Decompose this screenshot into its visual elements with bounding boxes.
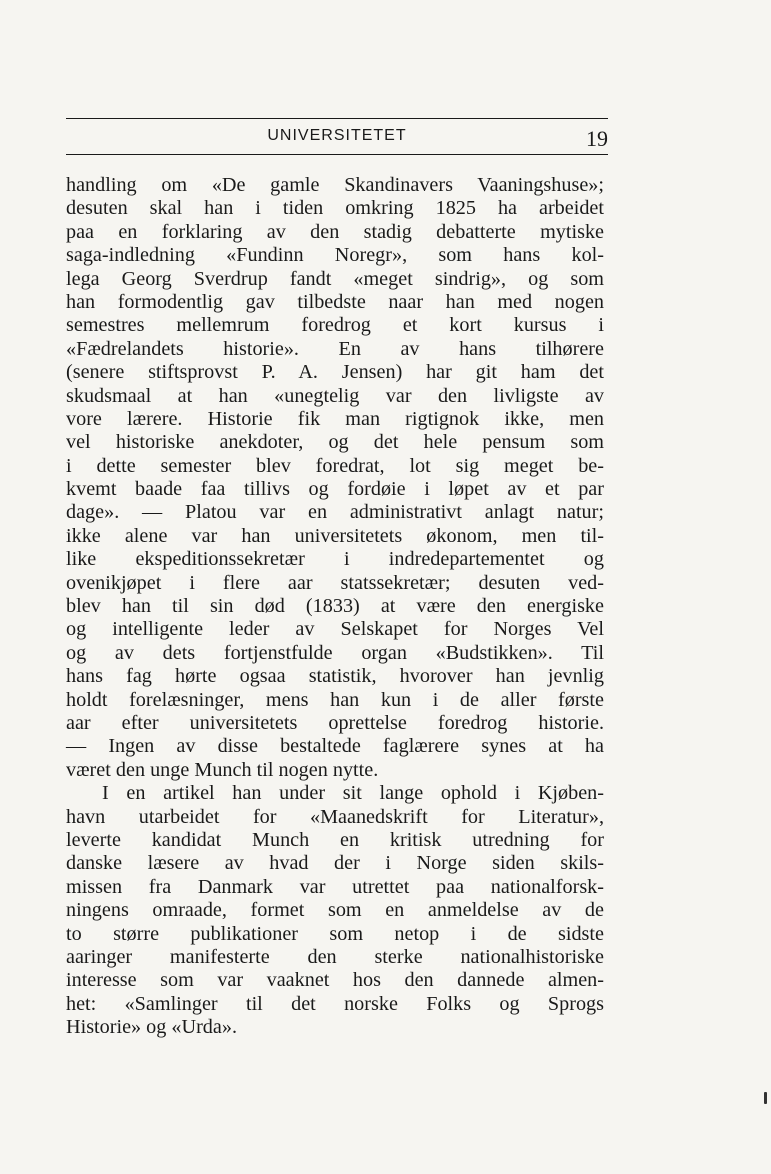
text-line: vore lærere. Historie fik man rigtignok ikke, men (66, 407, 604, 430)
text-line: skudsmaal at han «unegtelig var den livligste av (66, 384, 604, 407)
text-line: het: «Samlinger til det norske Folks og Sprogs (66, 992, 604, 1015)
text-line: danske læsere av hvad der i Norge siden skils- (66, 852, 604, 875)
text-line: kvemt baade faa tillivs og fordøie i løpet av et par (66, 478, 604, 501)
text-line: i dette semester blev foredrat, lot sig meget be- (66, 454, 604, 477)
text-line: aaringer manifesterte den sterke nationalhistoriske (66, 945, 604, 968)
text-line: havn utarbeidet for «Maanedskrift for Literatur», (66, 805, 604, 828)
text-line: leverte kandidat Munch en kritisk utredning for (66, 828, 604, 851)
text-line: blev han til sin død (1833) at være den energiske (66, 595, 604, 618)
text-line: desuten skal han i tiden omkring 1825 ha arbeidet (66, 197, 604, 220)
text-line: hans fag hørte ogsaa statistik, hvorover han jevnlig (66, 665, 604, 688)
text-line: dage». — Platou var en administrativt anlagt natur; (66, 501, 604, 524)
header-rule-top (66, 118, 608, 119)
text-line: to større publikationer som netop i de sidste (66, 922, 604, 945)
text-line: «Fædrelandets historie». En av hans tilhørere (66, 337, 604, 360)
text-line: han formodentlig gav tilbedste naar han med nogen (66, 290, 604, 313)
body-text (66, 174, 604, 1039)
text-line: semestres mellemrum foredrog et kort kursus i (66, 314, 604, 337)
text-line: og av dets fortjenstfulde organ «Budstikken». Til (66, 641, 604, 664)
text-line: — Ingen av disse bestaltede faglærere synes at ha (66, 735, 604, 758)
text-line: aar efter universitetets oprettelse foredrog historie. (66, 711, 604, 734)
page-header (66, 118, 608, 158)
text-line: (senere stiftsprovst P. A. Jensen) har git ham det (66, 361, 604, 384)
paragraph-end-line: Historie» og «Urda». (66, 1016, 238, 1039)
text-line: interesse som var vaaknet hos den dannede almen- (66, 969, 604, 992)
text-line: og intelligente leder av Selskapet for Norges Vel (66, 618, 604, 641)
page-edge-mark (764, 1092, 767, 1104)
text-line: missen fra Danmark var utrettet paa nationalforsk- (66, 875, 604, 898)
text-line: ikke alene var han universitetets økonom, men til- (66, 524, 604, 547)
text-line: paa en forklaring av den stadig debatterte mytiske (66, 220, 604, 243)
text-line: handling om «De gamle Skandinavers Vaaningshuse»; (66, 174, 604, 196)
text-line: like ekspeditionssekretær i indredepartementet og (66, 548, 604, 571)
text-line: ningens omraade, formet som en anmeldelse av de (66, 899, 604, 922)
text-line: holdt forelæsninger, mens han kun i de aller første (66, 688, 604, 711)
header-rule-bottom (66, 154, 608, 155)
paragraph-end-line: været den unge Munch til nogen nytte. (66, 758, 379, 781)
text-line: lega Georg Sverdrup fandt «meget sindrig», og som (66, 267, 604, 290)
paragraph-start-line: I en artikel han under sit lange ophold i Kjøben- (102, 782, 604, 805)
text-line: saga-indledning «Fundinn Noregr», som hans kol- (66, 244, 604, 267)
running-head: UNIVERSITETET (267, 127, 407, 144)
text-line: ovenikjøpet i flere aar statssekretær; desuten ved- (66, 571, 604, 594)
page-number: 19 (586, 126, 608, 151)
text-line: vel historiske anekdoter, og det hele pensum som (66, 431, 604, 454)
